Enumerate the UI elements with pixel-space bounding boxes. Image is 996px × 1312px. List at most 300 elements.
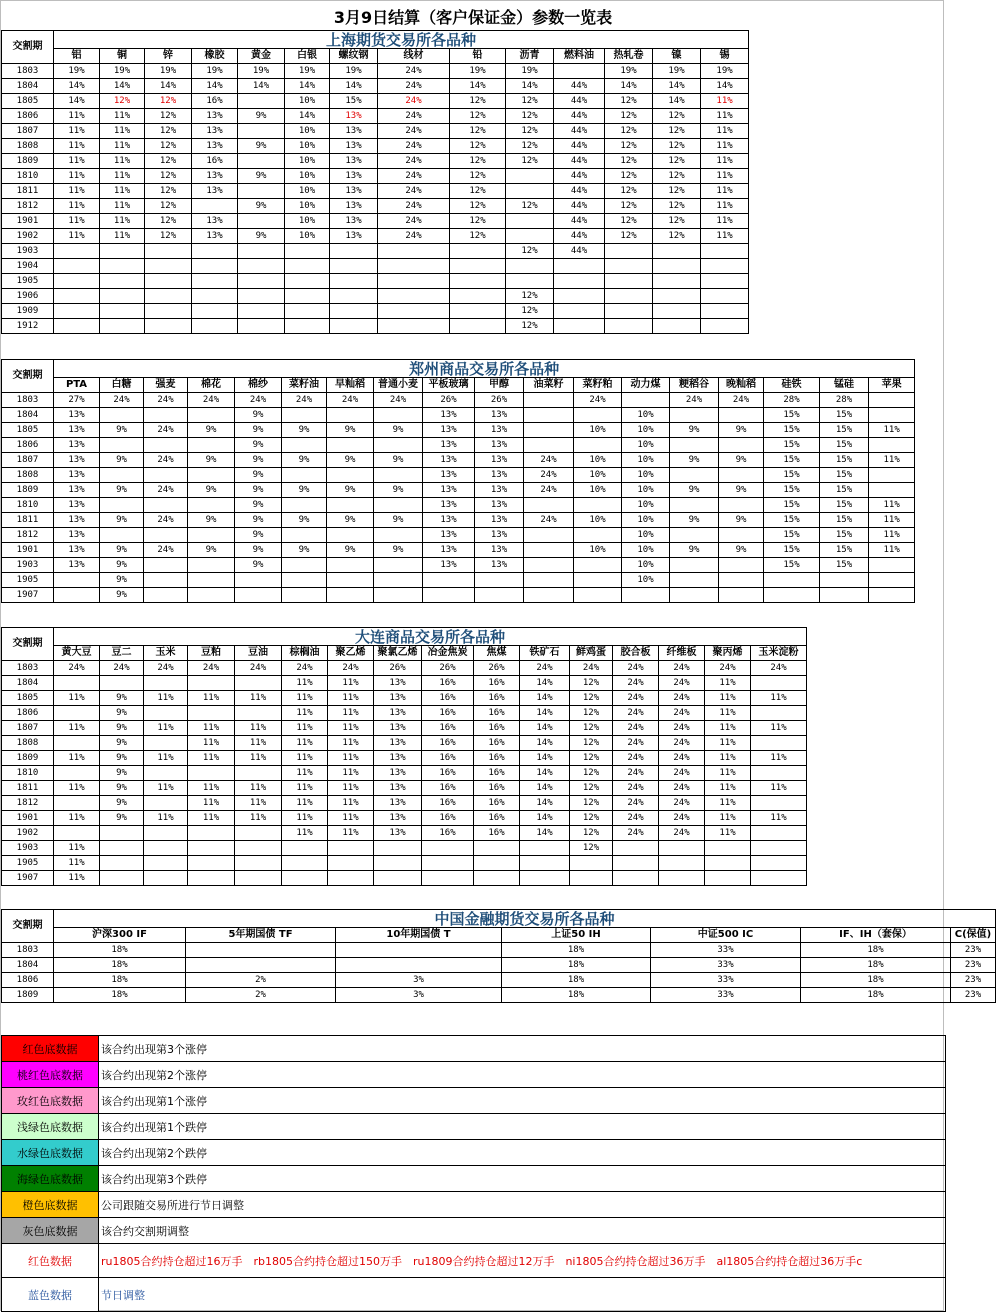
margin-rate-cell: 11% [54,169,100,184]
margin-rate-cell [188,573,235,588]
margin-rate-cell [144,573,188,588]
margin-rate-cell [327,408,374,423]
margin-rate-cell: 11% [328,676,374,691]
margin-rate-cell: 13% [54,513,100,528]
margin-rate-cell: 11% [282,766,328,781]
margin-rate-cell [622,588,670,603]
margin-rate-cell [285,289,330,304]
margin-rate-cell: 12% [570,811,613,826]
czce-exchange-header: 郑州商品交易所各品种 [54,360,915,378]
margin-rate-cell: 24% [613,751,659,766]
margin-rate-cell: 12% [605,154,653,169]
margin-rate-cell: 12% [570,781,613,796]
margin-rate-cell: 19% [238,64,285,79]
margin-rate-cell: 9% [100,751,144,766]
margin-rate-cell: 13% [54,528,100,543]
margin-rate-cell: 13% [475,513,524,528]
margin-rate-cell [144,498,188,513]
margin-rate-cell: 19% [605,64,653,79]
margin-rate-cell: 14% [520,706,570,721]
margin-rate-cell: 24% [378,79,450,94]
margin-rate-cell [374,573,423,588]
margin-rate-cell: 23% [951,988,996,1003]
margin-rate-cell: 14% [653,94,701,109]
margin-rate-cell: 15% [764,423,820,438]
shfe-exchange-header: 上海期货交易所各品种 [54,31,749,49]
delivery-period-cell: 1811 [2,184,54,199]
margin-rate-cell: 11% [701,109,749,124]
margin-rate-cell [282,528,327,543]
margin-rate-cell [188,856,235,871]
margin-rate-cell: 24% [659,766,705,781]
margin-rate-cell: 13% [330,169,378,184]
margin-rate-cell: 9% [374,453,423,468]
margin-rate-cell [238,319,285,334]
margin-rate-cell: 13% [54,438,100,453]
czce-table-row [2,468,915,483]
margin-rate-cell [328,856,374,871]
margin-rate-cell: 16% [422,811,474,826]
margin-rate-cell: 24% [188,661,235,676]
margin-rate-cell [330,259,378,274]
margin-rate-cell: 18% [54,943,186,958]
margin-rate-cell: 44% [554,124,605,139]
margin-rate-cell [705,841,751,856]
legend-row [2,1114,946,1140]
margin-rate-cell: 11% [869,498,915,513]
margin-rate-cell [54,826,100,841]
margin-rate-cell: 11% [705,691,751,706]
czce-column-header: 棉纱 [235,378,282,393]
dce-table-row [2,796,807,811]
margin-rate-cell [719,588,764,603]
margin-rate-cell: 15% [820,543,869,558]
margin-rate-cell: 10% [574,423,622,438]
margin-rate-cell [869,573,915,588]
margin-rate-cell: 13% [475,423,524,438]
margin-rate-cell: 24% [235,661,282,676]
margin-rate-cell: 12% [450,139,506,154]
margin-rate-cell: 12% [605,124,653,139]
legend-swatch: 浅绿色底数据 [2,1114,99,1140]
margin-rate-cell: 16% [422,676,474,691]
margin-rate-cell: 13% [475,408,524,423]
margin-rate-cell: 14% [520,796,570,811]
margin-rate-cell: 12% [653,184,701,199]
shfe-column-header: 锡 [701,49,749,64]
margin-rate-cell: 24% [374,393,423,408]
margin-rate-cell: 14% [238,79,285,94]
margin-rate-cell: 9% [327,513,374,528]
margin-rate-cell: 9% [188,423,235,438]
margin-rate-cell: 9% [282,543,327,558]
margin-rate-cell [285,319,330,334]
margin-rate-cell: 13% [374,676,422,691]
margin-rate-cell: 19% [285,64,330,79]
margin-rate-cell: 24% [54,661,100,676]
shfe-table-row [2,274,749,289]
margin-rate-cell: 11% [282,736,328,751]
legend-row [2,1192,946,1218]
margin-rate-cell [327,498,374,513]
margin-rate-cell: 24% [282,393,327,408]
margin-rate-cell [144,408,188,423]
margin-rate-cell [282,573,327,588]
margin-rate-cell: 11% [282,751,328,766]
margin-rate-cell: 12% [506,154,554,169]
margin-rate-cell [653,304,701,319]
margin-rate-cell [524,393,574,408]
margin-rate-cell: 11% [188,796,235,811]
margin-rate-cell [188,871,235,886]
margin-rate-cell [869,408,915,423]
margin-rate-cell: 13% [475,438,524,453]
margin-rate-cell: 24% [378,124,450,139]
margin-rate-cell [378,244,450,259]
shfe-table-row [2,184,749,199]
margin-rate-cell [100,408,144,423]
margin-rate-cell [186,958,336,973]
margin-rate-cell: 24% [378,139,450,154]
margin-rate-cell: 10% [622,408,670,423]
margin-rate-cell: 11% [701,169,749,184]
margin-rate-cell: 13% [475,558,524,573]
margin-rate-cell: 24% [659,826,705,841]
delivery-period-cell: 1808 [2,736,54,751]
margin-rate-cell [653,289,701,304]
margin-rate-cell [374,528,423,543]
margin-rate-cell [336,958,502,973]
dce-column-header: 棕榈油 [282,646,328,661]
margin-rate-cell: 13% [374,721,422,736]
margin-rate-cell: 14% [192,79,238,94]
margin-rate-cell [238,244,285,259]
margin-rate-cell [54,796,100,811]
margin-rate-cell [378,304,450,319]
margin-rate-cell [653,259,701,274]
margin-rate-cell [701,274,749,289]
margin-rate-cell [751,796,807,811]
margin-rate-cell [186,943,336,958]
dce-column-header: 聚丙烯 [705,646,751,661]
delivery-period-cell: 1812 [2,199,54,214]
margin-rate-cell [719,468,764,483]
delivery-period-cell: 1907 [2,871,54,886]
margin-rate-cell [327,588,374,603]
margin-rate-cell [238,124,285,139]
margin-rate-cell [54,706,100,721]
margin-rate-cell: 9% [235,558,282,573]
margin-rate-cell: 11% [188,781,235,796]
margin-rate-cell: 19% [506,64,554,79]
margin-rate-cell: 11% [328,781,374,796]
margin-rate-cell: 12% [450,229,506,244]
margin-rate-cell [188,468,235,483]
margin-rate-cell [423,573,475,588]
margin-rate-cell: 11% [188,751,235,766]
margin-rate-cell [524,423,574,438]
margin-rate-cell: 19% [701,64,749,79]
margin-rate-cell: 13% [374,736,422,751]
margin-rate-cell: 10% [622,543,670,558]
margin-rate-cell [475,588,524,603]
margin-rate-cell: 14% [54,79,100,94]
shfe-column-header: 橡胶 [192,49,238,64]
margin-rate-cell [422,871,474,886]
margin-rate-cell: 13% [423,438,475,453]
margin-rate-cell [574,573,622,588]
margin-rate-cell: 9% [100,588,144,603]
margin-rate-cell: 13% [330,229,378,244]
margin-rate-cell: 9% [670,513,719,528]
margin-rate-cell [524,528,574,543]
margin-rate-cell [145,289,192,304]
shfe-table-row [2,289,749,304]
margin-rate-cell [100,498,144,513]
margin-rate-cell: 9% [238,139,285,154]
margin-rate-cell: 11% [100,169,145,184]
margin-rate-cell [188,408,235,423]
margin-rate-cell: 13% [374,706,422,721]
margin-rate-cell: 11% [705,766,751,781]
margin-rate-cell: 15% [820,498,869,513]
cffex-table [1,909,996,1003]
margin-rate-cell [554,289,605,304]
margin-rate-cell [554,304,605,319]
margin-rate-cell [751,841,807,856]
margin-rate-cell: 16% [474,721,520,736]
margin-rate-cell: 11% [54,721,100,736]
margin-rate-cell [450,289,506,304]
margin-rate-cell [144,558,188,573]
margin-rate-cell: 15% [330,94,378,109]
margin-rate-cell: 14% [54,94,100,109]
margin-rate-cell [670,438,719,453]
margin-rate-cell [330,274,378,289]
margin-rate-cell: 44% [554,244,605,259]
czce-column-header: PTA [54,378,100,393]
margin-rate-cell: 14% [285,109,330,124]
margin-rate-cell [422,856,474,871]
margin-rate-cell: 24% [378,229,450,244]
delivery-period-cell: 1811 [2,781,54,796]
margin-rate-cell [423,588,475,603]
legend-row [2,1166,946,1192]
margin-rate-cell: 13% [192,124,238,139]
margin-rate-cell: 11% [54,871,100,886]
margin-rate-cell: 11% [235,691,282,706]
margin-rate-cell: 11% [235,796,282,811]
margin-rate-cell: 16% [422,736,474,751]
margin-rate-cell: 12% [605,199,653,214]
margin-rate-cell: 10% [622,438,670,453]
margin-rate-cell: 9% [100,706,144,721]
margin-rate-cell: 19% [54,64,100,79]
margin-rate-cell [450,319,506,334]
legend-description: ru1805合约持仓超过16万手 rb1805合约持仓超过150万手 ru1809合约持仓超过12万手 ni1805合约持仓超过36万手 al1805合约持仓超过36万手c [99,1244,946,1278]
margin-rate-cell: 11% [705,751,751,766]
shfe-table-row [2,229,749,244]
margin-rate-cell: 12% [450,94,506,109]
margin-rate-cell: 13% [475,468,524,483]
margin-rate-cell: 9% [327,423,374,438]
margin-rate-cell: 15% [820,468,869,483]
margin-rate-cell: 9% [235,453,282,468]
shfe-column-header: 铅 [450,49,506,64]
czce-column-header: 晚籼稻 [719,378,764,393]
margin-rate-cell: 28% [764,393,820,408]
margin-rate-cell [100,244,145,259]
legend-row [2,1140,946,1166]
legend-swatch: 橙色底数据 [2,1192,99,1218]
margin-rate-cell: 12% [506,289,554,304]
margin-rate-cell: 11% [705,811,751,826]
margin-rate-cell [751,856,807,871]
margin-rate-cell: 11% [188,736,235,751]
margin-rate-cell: 14% [520,811,570,826]
margin-rate-cell: 9% [374,543,423,558]
margin-rate-cell: 15% [764,513,820,528]
czce-column-header: 菜籽油 [282,378,327,393]
margin-rate-cell: 10% [622,468,670,483]
margin-rate-cell: 11% [235,751,282,766]
margin-rate-cell: 11% [705,796,751,811]
margin-rate-cell: 11% [54,154,100,169]
margin-rate-cell [330,304,378,319]
delivery-period-cell: 1909 [2,304,54,319]
margin-rate-cell: 27% [54,393,100,408]
margin-rate-cell: 11% [100,199,145,214]
cffex-column-header: 上证50 IH [502,928,651,943]
margin-rate-cell: 9% [235,468,282,483]
margin-rate-cell: 24% [524,453,574,468]
delivery-period-cell: 1806 [2,706,54,721]
czce-corner-label: 交割期 [2,360,54,393]
margin-rate-cell [188,588,235,603]
margin-rate-cell [54,289,100,304]
margin-rate-cell: 9% [235,408,282,423]
margin-rate-cell: 13% [330,124,378,139]
margin-rate-cell: 11% [751,811,807,826]
margin-rate-cell: 24% [570,661,613,676]
margin-rate-cell: 24% [613,766,659,781]
delivery-period-cell: 1903 [2,558,54,573]
margin-rate-cell: 11% [188,721,235,736]
margin-rate-cell [285,304,330,319]
margin-rate-cell [605,319,653,334]
margin-rate-cell: 24% [613,721,659,736]
margin-rate-cell [188,841,235,856]
czce-column-header: 甲醇 [475,378,524,393]
margin-rate-cell: 44% [554,169,605,184]
margin-rate-cell [188,438,235,453]
margin-rate-cell: 24% [378,199,450,214]
margin-rate-cell: 11% [188,811,235,826]
margin-rate-cell [188,706,235,721]
dce-column-header: 豆油 [235,646,282,661]
margin-rate-cell [701,319,749,334]
legend-description: 节日调整 [99,1278,946,1312]
margin-rate-cell [751,766,807,781]
margin-rate-cell: 12% [145,184,192,199]
margin-rate-cell: 11% [705,721,751,736]
margin-rate-cell: 15% [764,558,820,573]
margin-rate-cell: 11% [54,124,100,139]
margin-rate-cell: 11% [701,154,749,169]
margin-rate-cell: 11% [328,796,374,811]
margin-rate-cell: 23% [951,943,996,958]
margin-rate-cell [144,736,188,751]
dce-table-row [2,706,807,721]
margin-rate-cell [374,841,422,856]
margin-rate-cell [188,826,235,841]
margin-rate-cell: 9% [670,543,719,558]
margin-rate-cell: 9% [282,513,327,528]
margin-rate-cell: 12% [450,214,506,229]
legend-row [2,1278,946,1312]
dce-exchange-header: 大连商品交易所各品种 [54,628,807,646]
margin-rate-cell: 11% [100,154,145,169]
dce-table-row [2,856,807,871]
margin-rate-cell [235,826,282,841]
margin-rate-cell: 10% [285,154,330,169]
margin-rate-cell [751,736,807,751]
czce-column-header: 强麦 [144,378,188,393]
delivery-period-cell: 1901 [2,543,54,558]
czce-table-row [2,543,915,558]
margin-rate-cell: 24% [378,154,450,169]
dce-column-header: 玉米淀粉 [751,646,807,661]
legend [1,1035,945,1312]
margin-rate-cell: 24% [613,796,659,811]
margin-rate-cell: 12% [570,841,613,856]
margin-rate-cell: 16% [474,766,520,781]
margin-rate-cell: 9% [238,109,285,124]
margin-rate-cell: 9% [670,483,719,498]
margin-rate-cell [574,588,622,603]
margin-rate-cell [238,214,285,229]
margin-rate-cell [378,274,450,289]
margin-rate-cell: 10% [285,139,330,154]
margin-rate-cell: 11% [100,184,145,199]
shfe-column-header: 镍 [653,49,701,64]
delivery-period-cell: 1904 [2,259,54,274]
margin-rate-cell [506,229,554,244]
shfe-column-header: 锌 [145,49,192,64]
margin-rate-cell [188,676,235,691]
margin-rate-cell: 9% [100,573,144,588]
margin-rate-cell [705,871,751,886]
margin-rate-cell: 9% [238,169,285,184]
margin-rate-cell: 12% [100,94,145,109]
margin-rate-cell [144,871,188,886]
margin-rate-cell [100,468,144,483]
margin-rate-cell: 3% [336,973,502,988]
margin-rate-cell: 10% [622,483,670,498]
margin-rate-cell: 9% [188,483,235,498]
dce-column-header: 豆二 [100,646,144,661]
margin-rate-cell: 10% [574,453,622,468]
margin-rate-cell [54,676,100,691]
margin-rate-cell: 13% [54,543,100,558]
margin-rate-cell [54,573,100,588]
czce-column-header: 动力煤 [622,378,670,393]
margin-rate-cell [605,259,653,274]
legend-swatch: 海绿色底数据 [2,1166,99,1192]
cffex-corner-label: 交割期 [2,910,54,943]
czce-column-header: 硅铁 [764,378,820,393]
margin-rate-cell [869,558,915,573]
